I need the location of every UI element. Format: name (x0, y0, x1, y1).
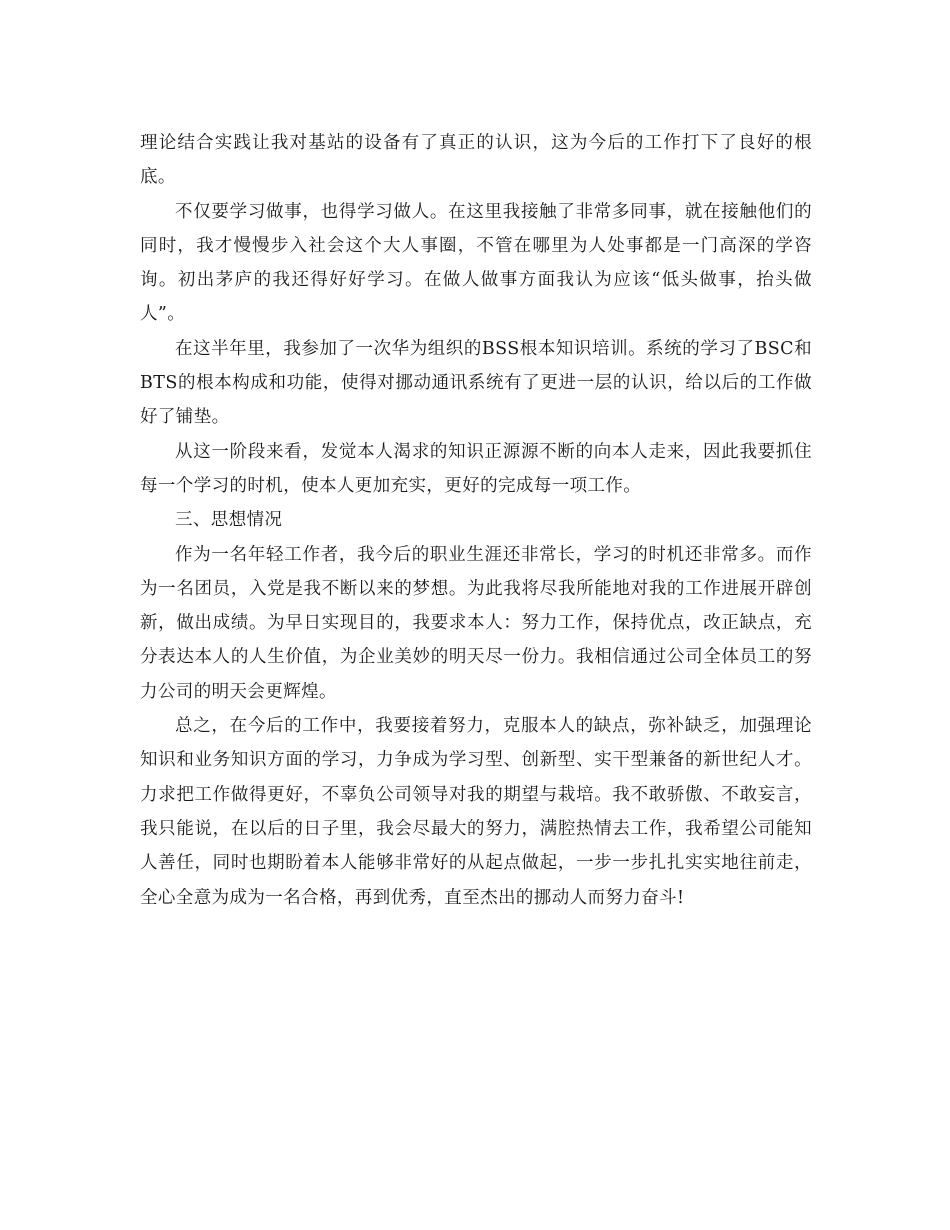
paragraph-career-goals: 作为一名年轻工作者，我今后的职业生涯还非常长，学习的时机还非常多。而作为一名团员，入党是我不断以来的梦想。为此我将尽我所能地对我的工作进展开辟创新，做出成绩。为早日实现目的，我要求本人：努力工作，保持优点，改正缺点，充分表达本人的人生价值，为企业美妙的明天尽一份力。我相信通过公司全体员工的努力公司的明天会更辉煌。 (140, 544, 812, 702)
paragraph-continuation: 理论结合实践让我对基站的设备有了真正的认识，这为今后的工作打下了良好的根底。 (140, 133, 812, 188)
document-body (140, 126, 812, 915)
paragraph-learning-summary: 从这一阶段来看，发觉本人渴求的知识正源源不断的向本人走来，因此我要抓住每一个学习的时机，使本人更加充实，更好的完成每一项工作。 (140, 441, 812, 496)
paragraph-training: 在这半年里，我参加了一次华为组织的BSS根本知识培训。系统的学习了BSC和BTS的根本构成和功能，使得对挪动通讯系统有了更进一层的认识，给以后的工作做好了铺垫。 (140, 338, 812, 428)
paragraph-work-and-life: 不仅要学习做事，也得学习做人。在这里我接触了非常多同事，就在接触他们的同时，我才慢慢步入社会这个大人事圈，不管在哪里为人处事都是一门高深的学咨询。初出茅庐的我还得好好学习。在做人做事方面我认为应该“低头做事，抬头做人”。 (140, 201, 812, 325)
paragraph-conclusion: 总之，在今后的工作中，我要接着努力，克服本人的缺点，弥补缺乏，加强理论知识和业务知识方面的学习，力争成为学习型、创新型、实干型兼备的新世纪人才。力求把工作做得更好，不辜负公司领导对我的期望与栽培。我不敢骄傲、不敢妄言，我只能说，在以后的日子里，我会尽最大的努力，满腔热情去工作，我希望公司能知人善任，同时也期盼着本人能够非常好的从起点做起，一步一步扎扎实实地往前走，全心全意为成为一名合格，再到优秀，直至杰出的挪动人而努力奋斗! (140, 716, 812, 908)
section-heading-thoughts: 三、思想情况 (175, 510, 283, 531)
